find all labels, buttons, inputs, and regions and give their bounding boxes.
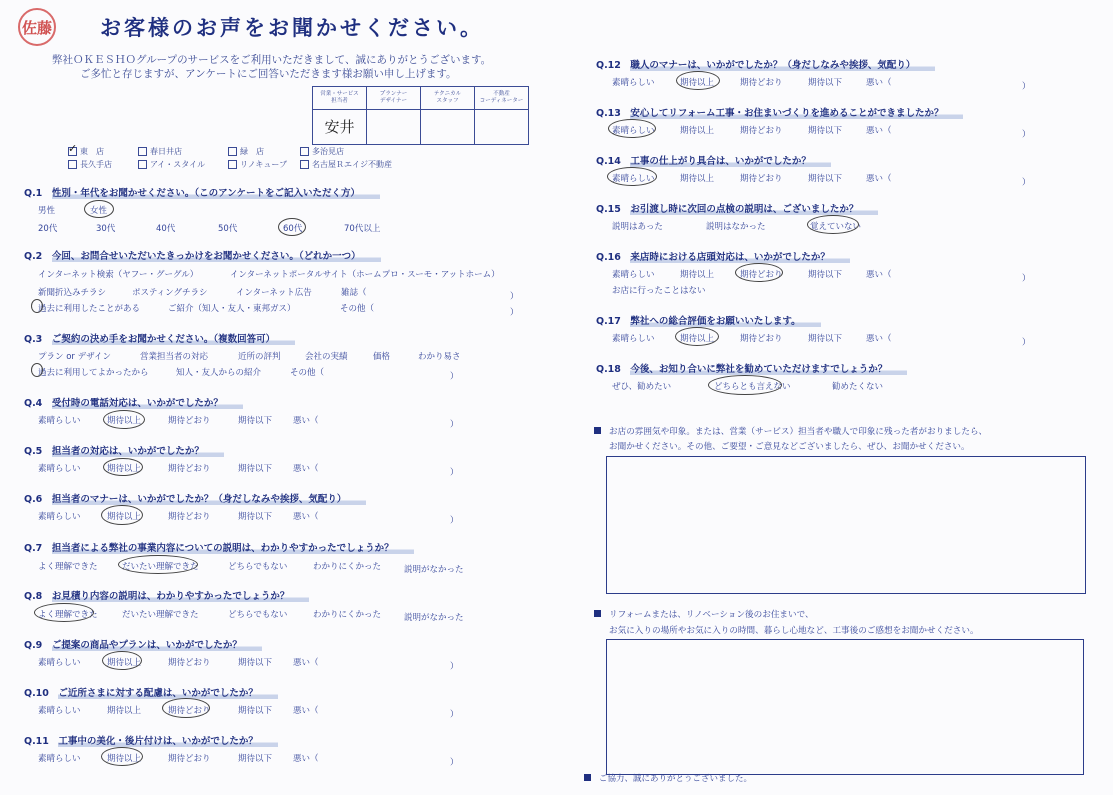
question-heading: Q.7 担当者による弊社の事業内容についての説明は、わかりやすかったでしょうか？ <box>24 540 414 554</box>
checkbox-icon[interactable] <box>300 160 309 169</box>
staff-value-realestate[interactable] <box>475 110 529 145</box>
staff-header-realestate: 不動産 コーディネーター <box>475 87 529 110</box>
comment-box-after-construction[interactable] <box>606 639 1084 775</box>
option[interactable]: 期待どおり <box>168 464 211 474</box>
option[interactable]: どちらとも言えない <box>714 382 791 392</box>
question-heading: Q.2 今回、お問合せいただいたきっかけをお聞かせください。（どれか一つ） <box>24 248 381 262</box>
option[interactable]: 期待どおり <box>740 78 783 88</box>
option[interactable]: 期待以上 <box>680 78 715 88</box>
option[interactable]: 営業担当者の対応 <box>140 352 209 362</box>
store-option[interactable]: 長久手店 <box>68 159 112 170</box>
answer-circle <box>101 505 143 525</box>
store-option[interactable]: 名古屋Ｒエイジ不動産 <box>300 159 392 170</box>
store-option[interactable]: 緑 店 <box>228 146 264 157</box>
option[interactable]: 悪い（ <box>293 512 319 522</box>
question-heading: Q.8 お見積り内容の説明は、わかりやすかったでしょうか？ <box>24 588 309 602</box>
option[interactable]: 素晴らしい <box>38 512 81 522</box>
question-heading: Q.13 安心してリフォーム工事・お住まいづくりを進めることができましたか？ <box>596 105 963 119</box>
staff-header-sales: 営業・サービス 担当者 <box>313 87 367 110</box>
answer-circle <box>31 363 43 377</box>
checkbox-icon[interactable] <box>68 160 77 169</box>
paren-close: ） <box>1022 178 1031 188</box>
staff-value-technical[interactable] <box>421 110 475 145</box>
paren-close: ） <box>450 662 459 672</box>
option[interactable]: 期待以下 <box>808 334 843 344</box>
paren-close: ） <box>450 420 459 430</box>
comment-prompt-1b: お聞かせください。その他、ご要望・ご意見などございましたら、ぜひ、お聞かせください。 <box>609 442 970 452</box>
option[interactable]: 40代 <box>156 224 176 234</box>
question-heading: Q.12 職人のマナーは、いかがでしたか？（身だしなみや挨拶、気配り） <box>596 57 935 71</box>
option[interactable]: 期待以上 <box>107 754 142 764</box>
paren-close: ） <box>450 516 459 526</box>
option[interactable]: 悪い（ <box>866 126 892 136</box>
comment-prompt-2b: お気に入りの場所やお気に入りの時間、暮らし心地など、工事後のご感想をお聞かせください。 <box>609 626 979 636</box>
comment-prompt-1: お店の雰囲気や印象。または、営業（サービス）担当者や職人で印象に残った者がおりましたら、 <box>594 425 987 437</box>
option[interactable]: 価格 <box>373 352 391 362</box>
option[interactable]: 過去に利用したことがある <box>38 304 141 314</box>
answer-circle <box>675 327 719 346</box>
option[interactable]: 悪い（ <box>866 334 892 344</box>
paren-close: ） <box>1022 338 1031 348</box>
paren-close: ） <box>1022 82 1031 92</box>
checkbox-checked-icon[interactable] <box>68 147 77 156</box>
footer-thanks: ご協力、誠にありがとうございました。 <box>584 772 752 784</box>
option[interactable]: だいたい理解できた <box>122 610 199 620</box>
option[interactable]: 悪い（ <box>293 464 319 474</box>
answer-circle <box>162 698 210 718</box>
option[interactable]: 期待以下 <box>238 416 273 426</box>
option[interactable]: 期待以上 <box>107 706 142 716</box>
option[interactable]: 男性 <box>38 206 56 216</box>
checkbox-icon[interactable] <box>228 147 237 156</box>
option[interactable]: 素晴らしい <box>612 334 655 344</box>
option[interactable]: 雑誌（ <box>341 288 367 298</box>
paren-close: ） <box>510 308 519 318</box>
option[interactable]: 50代 <box>218 224 238 234</box>
option[interactable]: 期待以上 <box>107 658 142 668</box>
staff-value-planner[interactable] <box>367 110 421 145</box>
option[interactable]: 新聞折込みチラシ <box>38 288 107 298</box>
option[interactable]: 悪い（ <box>293 416 319 426</box>
store-option[interactable]: ✓ 東 店 <box>68 146 104 157</box>
answer-circle <box>31 299 43 313</box>
bullet-square-icon <box>584 774 591 781</box>
option[interactable]: 期待どおり <box>168 416 211 426</box>
question-heading: Q.1 性別・年代をお聞かせください。（このアンケートをご記入いただく方） <box>24 185 380 199</box>
checkbox-icon[interactable] <box>138 160 147 169</box>
option[interactable]: わかりにくかった <box>313 562 382 572</box>
option[interactable]: 期待どおり <box>740 126 783 136</box>
option[interactable]: 会社の実績 <box>305 352 348 362</box>
option[interactable]: 期待以上 <box>107 464 142 474</box>
option[interactable]: 悪い（ <box>293 754 319 764</box>
question-heading: Q.15 お引渡し時に次回の点検の説明は、ございましたか？ <box>596 201 878 215</box>
option[interactable]: 期待どおり <box>168 754 211 764</box>
option[interactable]: 期待以下 <box>808 78 843 88</box>
question-heading: Q.6 担当者のマナーは、いかがでしたか？（身だしなみや挨拶、気配り） <box>24 491 366 505</box>
answer-circle <box>103 410 145 429</box>
answer-circle <box>34 603 94 622</box>
option[interactable]: 素晴らしい <box>38 706 81 716</box>
answer-circle <box>607 167 657 186</box>
page-title: お客様のお声をお聞かせください。 <box>100 16 484 40</box>
paren-close: ） <box>450 372 459 382</box>
option[interactable]: 勧めたくない <box>832 382 884 392</box>
option[interactable]: 期待以下 <box>808 174 843 184</box>
question-heading: Q.17 弊社への総合評価をお願いいたします。 <box>596 313 821 327</box>
paren-close: ） <box>450 710 459 720</box>
intro-line-1: 弊社ＯＫＥＳＨＯグループのサービスをご利用いただきまして、誠にありがとうございます。 <box>52 54 492 66</box>
option[interactable]: 説明はあった <box>612 222 663 232</box>
question-heading: Q.5 担当者の対応は、いかがでしたか？ <box>24 443 224 457</box>
answer-circle <box>807 215 862 234</box>
option[interactable]: 覚えていない <box>810 222 862 232</box>
option[interactable]: 素晴らしい <box>612 78 655 88</box>
paren-close: ） <box>450 758 459 768</box>
option[interactable]: 悪い（ <box>866 174 892 184</box>
option[interactable]: お店に行ったことはない <box>612 286 706 296</box>
question-heading: Q.16 来店時における店頭対応は、いかがでしたか？ <box>596 249 850 263</box>
answer-circle <box>103 458 143 476</box>
answer-circle <box>278 218 306 236</box>
paren-close: ） <box>510 292 519 302</box>
staff-header-planner: プランナー デザイナー <box>367 87 421 110</box>
option[interactable]: 悪い（ <box>866 78 892 88</box>
option[interactable]: 素晴らしい <box>38 464 81 474</box>
bullet-square-icon <box>594 610 601 617</box>
paren-close: ） <box>1022 130 1031 140</box>
bullet-square-icon <box>594 427 601 434</box>
option[interactable]: 期待どおり <box>168 706 211 716</box>
option[interactable]: その他（ <box>290 368 325 378</box>
seal-stamp: 佐藤 <box>18 8 56 46</box>
option[interactable]: 素晴らしい <box>38 754 81 764</box>
option[interactable]: 期待どおり <box>740 270 783 280</box>
option[interactable]: よく理解できた <box>38 562 98 572</box>
option[interactable]: 期待どおり <box>168 658 211 668</box>
option[interactable]: 説明がなかった <box>404 565 464 575</box>
option[interactable]: 期待以上 <box>680 174 715 184</box>
option[interactable]: 20代 <box>38 224 58 234</box>
comment-box-impressions[interactable] <box>606 456 1086 594</box>
answer-circle <box>84 200 114 218</box>
option[interactable]: 説明がなかった <box>404 613 464 623</box>
question-heading: Q.4 受付時の電話対応は、いかがでしたか？ <box>24 395 243 409</box>
option[interactable]: 過去に利用してよかったから <box>38 368 149 378</box>
store-option[interactable]: アイ・スタイル <box>138 159 205 170</box>
option[interactable]: 期待以下 <box>808 270 843 280</box>
option[interactable]: どちらでもない <box>228 610 288 620</box>
option[interactable]: わかり易さ <box>418 352 461 362</box>
option[interactable]: 期待どおり <box>168 512 211 522</box>
option[interactable]: その他（ <box>340 304 375 314</box>
question-heading: Q.14 工事の仕上がり具合は、いかがでしたか？ <box>596 153 831 167</box>
checkbox-icon[interactable] <box>228 160 237 169</box>
option[interactable]: 期待以上 <box>680 334 715 344</box>
option[interactable]: 素晴らしい <box>38 658 81 668</box>
store-option[interactable]: 春日井店 <box>138 146 182 157</box>
question-heading: Q.18 今後、お知り合いに弊社を勧めていただけますでしょうか？ <box>596 361 907 375</box>
option[interactable]: 70代以上 <box>344 224 381 234</box>
option[interactable]: 期待以上 <box>680 270 715 280</box>
option[interactable]: 期待以下 <box>808 126 843 136</box>
question-heading: Q.9 ご提案の商品やプランは、いかがでしたか？ <box>24 637 262 651</box>
checkbox-icon[interactable] <box>138 147 147 156</box>
option[interactable]: 60代 <box>283 224 303 234</box>
answer-circle <box>101 747 143 766</box>
answer-circle <box>676 71 720 90</box>
option[interactable]: ご紹介（知人・友人・東邦ガス） <box>168 304 296 314</box>
option[interactable]: 期待どおり <box>740 174 783 184</box>
option[interactable]: プラン or デザイン <box>38 352 112 362</box>
staff-table <box>312 86 529 145</box>
option[interactable]: どちらでもない <box>228 562 288 572</box>
checkbox-icon[interactable] <box>300 147 309 156</box>
option[interactable]: 素晴らしい <box>38 416 81 426</box>
option[interactable]: 知人・友人からの紹介 <box>176 368 262 378</box>
option[interactable]: 悪い（ <box>866 270 892 280</box>
option[interactable]: だいたい理解できた <box>122 562 199 572</box>
option[interactable]: インターネット広告 <box>236 288 312 298</box>
staff-value-sales[interactable]: 安井 <box>313 110 367 145</box>
option[interactable]: 悪い（ <box>293 706 319 716</box>
option[interactable]: インターネット検索（ヤフー・グーグル） <box>38 270 199 280</box>
paren-close: ） <box>1022 274 1031 284</box>
question-heading: Q.11 工事中の美化・後片付けは、いかがでしたか？ <box>24 733 278 747</box>
option[interactable]: インターネットポータルサイト（ホームプロ・スーモ・アットホーム） <box>230 270 500 280</box>
intro-line-2: ご多忙と存じますが、アンケートにご回答いただきます様お願い申し上げます。 <box>80 68 457 80</box>
option[interactable]: 素晴らしい <box>612 174 655 184</box>
option[interactable]: 期待以上 <box>107 512 142 522</box>
question-heading: Q.10 ご近所さまに対する配慮は、いかがでしたか？ <box>24 685 278 699</box>
option[interactable]: わかりにくかった <box>313 610 382 620</box>
option[interactable]: よく理解できた <box>38 610 98 620</box>
option[interactable]: 素晴らしい <box>612 270 655 280</box>
question-heading: Q.3 ご契約の決め手をお聞かせください。（複数回答可） <box>24 331 295 345</box>
option[interactable]: ぜひ、勧めたい <box>612 382 672 392</box>
option[interactable]: 期待以上 <box>680 126 715 136</box>
option[interactable]: 期待どおり <box>740 334 783 344</box>
answer-circle <box>102 651 142 670</box>
paren-close: ） <box>450 468 459 478</box>
staff-header-technical: テクニカル スタッフ <box>421 87 475 110</box>
option[interactable]: 期待以下 <box>238 464 273 474</box>
option[interactable]: 悪い（ <box>293 658 319 668</box>
answer-circle <box>708 375 782 395</box>
store-option[interactable]: 多治見店 <box>300 146 344 157</box>
option[interactable]: 期待以下 <box>238 658 273 668</box>
option[interactable]: 説明はなかった <box>706 222 766 232</box>
answer-circle <box>118 555 198 574</box>
option[interactable]: 期待以下 <box>238 512 273 522</box>
option[interactable]: 期待以下 <box>238 754 273 764</box>
option[interactable]: ポスティングチラシ <box>132 288 208 298</box>
answer-circle <box>608 119 656 138</box>
option[interactable]: 素晴らしい <box>612 126 655 136</box>
option[interactable]: 期待以上 <box>107 416 142 426</box>
option[interactable]: 期待以下 <box>238 706 273 716</box>
option[interactable]: 女性 <box>90 206 108 216</box>
option[interactable]: 近所の評判 <box>238 352 281 362</box>
option[interactable]: 30代 <box>96 224 116 234</box>
comment-prompt-2: リフォームまたは、リノベーション後のお住まいで、 <box>594 608 814 620</box>
store-option[interactable]: リノキューブ <box>228 159 287 170</box>
answer-circle <box>735 263 783 282</box>
